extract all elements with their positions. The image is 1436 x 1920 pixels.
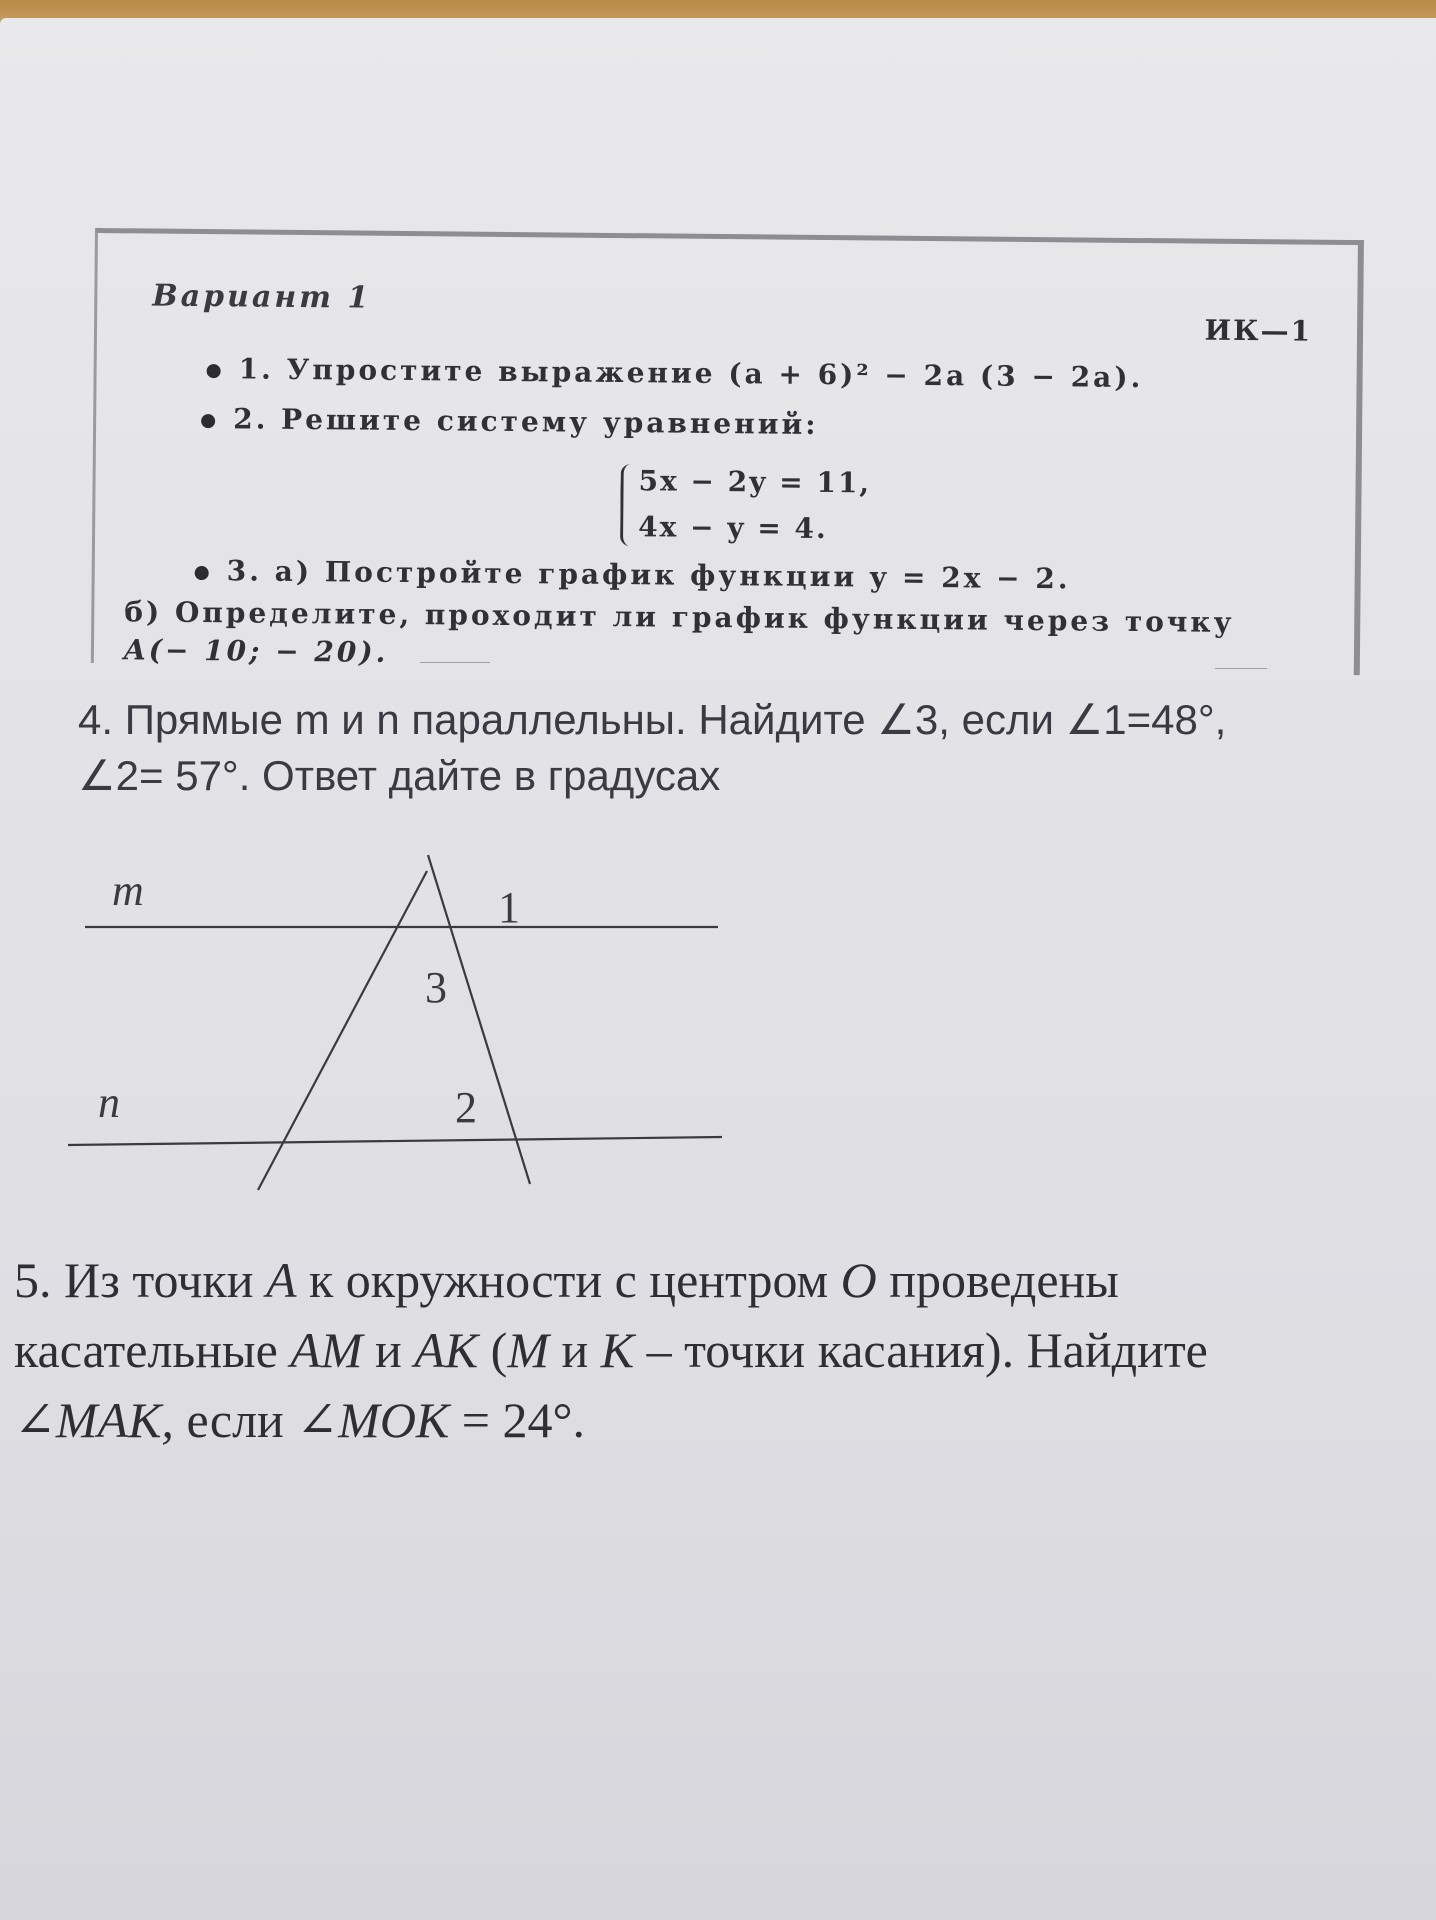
divider — [420, 662, 490, 663]
point-m: M — [507, 1322, 549, 1378]
problem-5-line-2 — [14, 1315, 1434, 1385]
text: и — [362, 1322, 415, 1378]
problem-4 — [78, 692, 1368, 804]
equation-system — [620, 458, 871, 552]
text: ( — [478, 1322, 508, 1378]
segment-am: AM — [290, 1322, 363, 1378]
text: если — [173, 1392, 297, 1448]
variant-title: Вариант 1 — [152, 278, 372, 316]
problem-5-line-1 — [14, 1245, 1434, 1315]
bullet-icon — [207, 364, 221, 378]
variant-code: ИК—1 — [1204, 313, 1313, 348]
point-k: K — [600, 1322, 635, 1378]
parallel-lines-diagram — [60, 845, 740, 1205]
variant-box — [91, 228, 1364, 675]
divider — [1215, 668, 1267, 669]
text: – точки касания). Найдите — [634, 1322, 1208, 1378]
problem-4-line-2: ∠2= 57°. Ответ дайте в градусах — [78, 752, 721, 799]
text: 5. Из точки — [14, 1252, 266, 1308]
point-o: O — [840, 1252, 877, 1308]
text: и — [548, 1322, 601, 1378]
task-2-text: 2. Решите систему уравнений: — [233, 402, 819, 441]
problem-5-line-3 — [14, 1385, 1434, 1455]
brace-icon — [620, 464, 636, 546]
angle-2-label: 2 — [455, 1083, 477, 1132]
text: касательные — [14, 1322, 291, 1378]
equation-2: 4x − y = 4. — [637, 510, 828, 546]
angle-mak: ∠MAK, — [14, 1392, 174, 1448]
label-n: n — [98, 1078, 120, 1127]
task-1 — [206, 352, 1143, 394]
task-3b: б) Определите, проходит ли график функции через точку — [124, 595, 1235, 639]
task-3 — [195, 554, 1071, 595]
label-m: m — [112, 866, 144, 915]
bullet-icon — [195, 565, 209, 579]
angle-1-label: 1 — [498, 883, 520, 932]
angle-3-label: 3 — [425, 963, 447, 1012]
task-3-text: 3. а) Постройте график функции y = 2x − 2. — [226, 554, 1071, 596]
text: = 24°. — [449, 1392, 585, 1448]
task-2 — [201, 402, 819, 441]
bullet-icon — [201, 414, 215, 428]
task-1-text: 1. Упростите выражение (a + 6)² − 2a (3 − 2a). — [238, 352, 1144, 395]
text: к окружности с центром — [296, 1252, 841, 1308]
problem-5 — [14, 1245, 1434, 1455]
point-a: A — [265, 1252, 297, 1308]
angle-mok: ∠MOK — [296, 1392, 450, 1448]
task-3c: A(− 10; − 20). — [123, 633, 389, 669]
text: проведены — [876, 1252, 1119, 1308]
equation-1: 5x − 2y = 11, — [638, 464, 872, 500]
problem-4-line-1: 4. Прямые m и n параллельны. Найдите ∠3, если ∠1=48°, — [78, 696, 1227, 743]
segment-ak: AK — [414, 1322, 479, 1378]
line-n — [68, 1137, 722, 1145]
